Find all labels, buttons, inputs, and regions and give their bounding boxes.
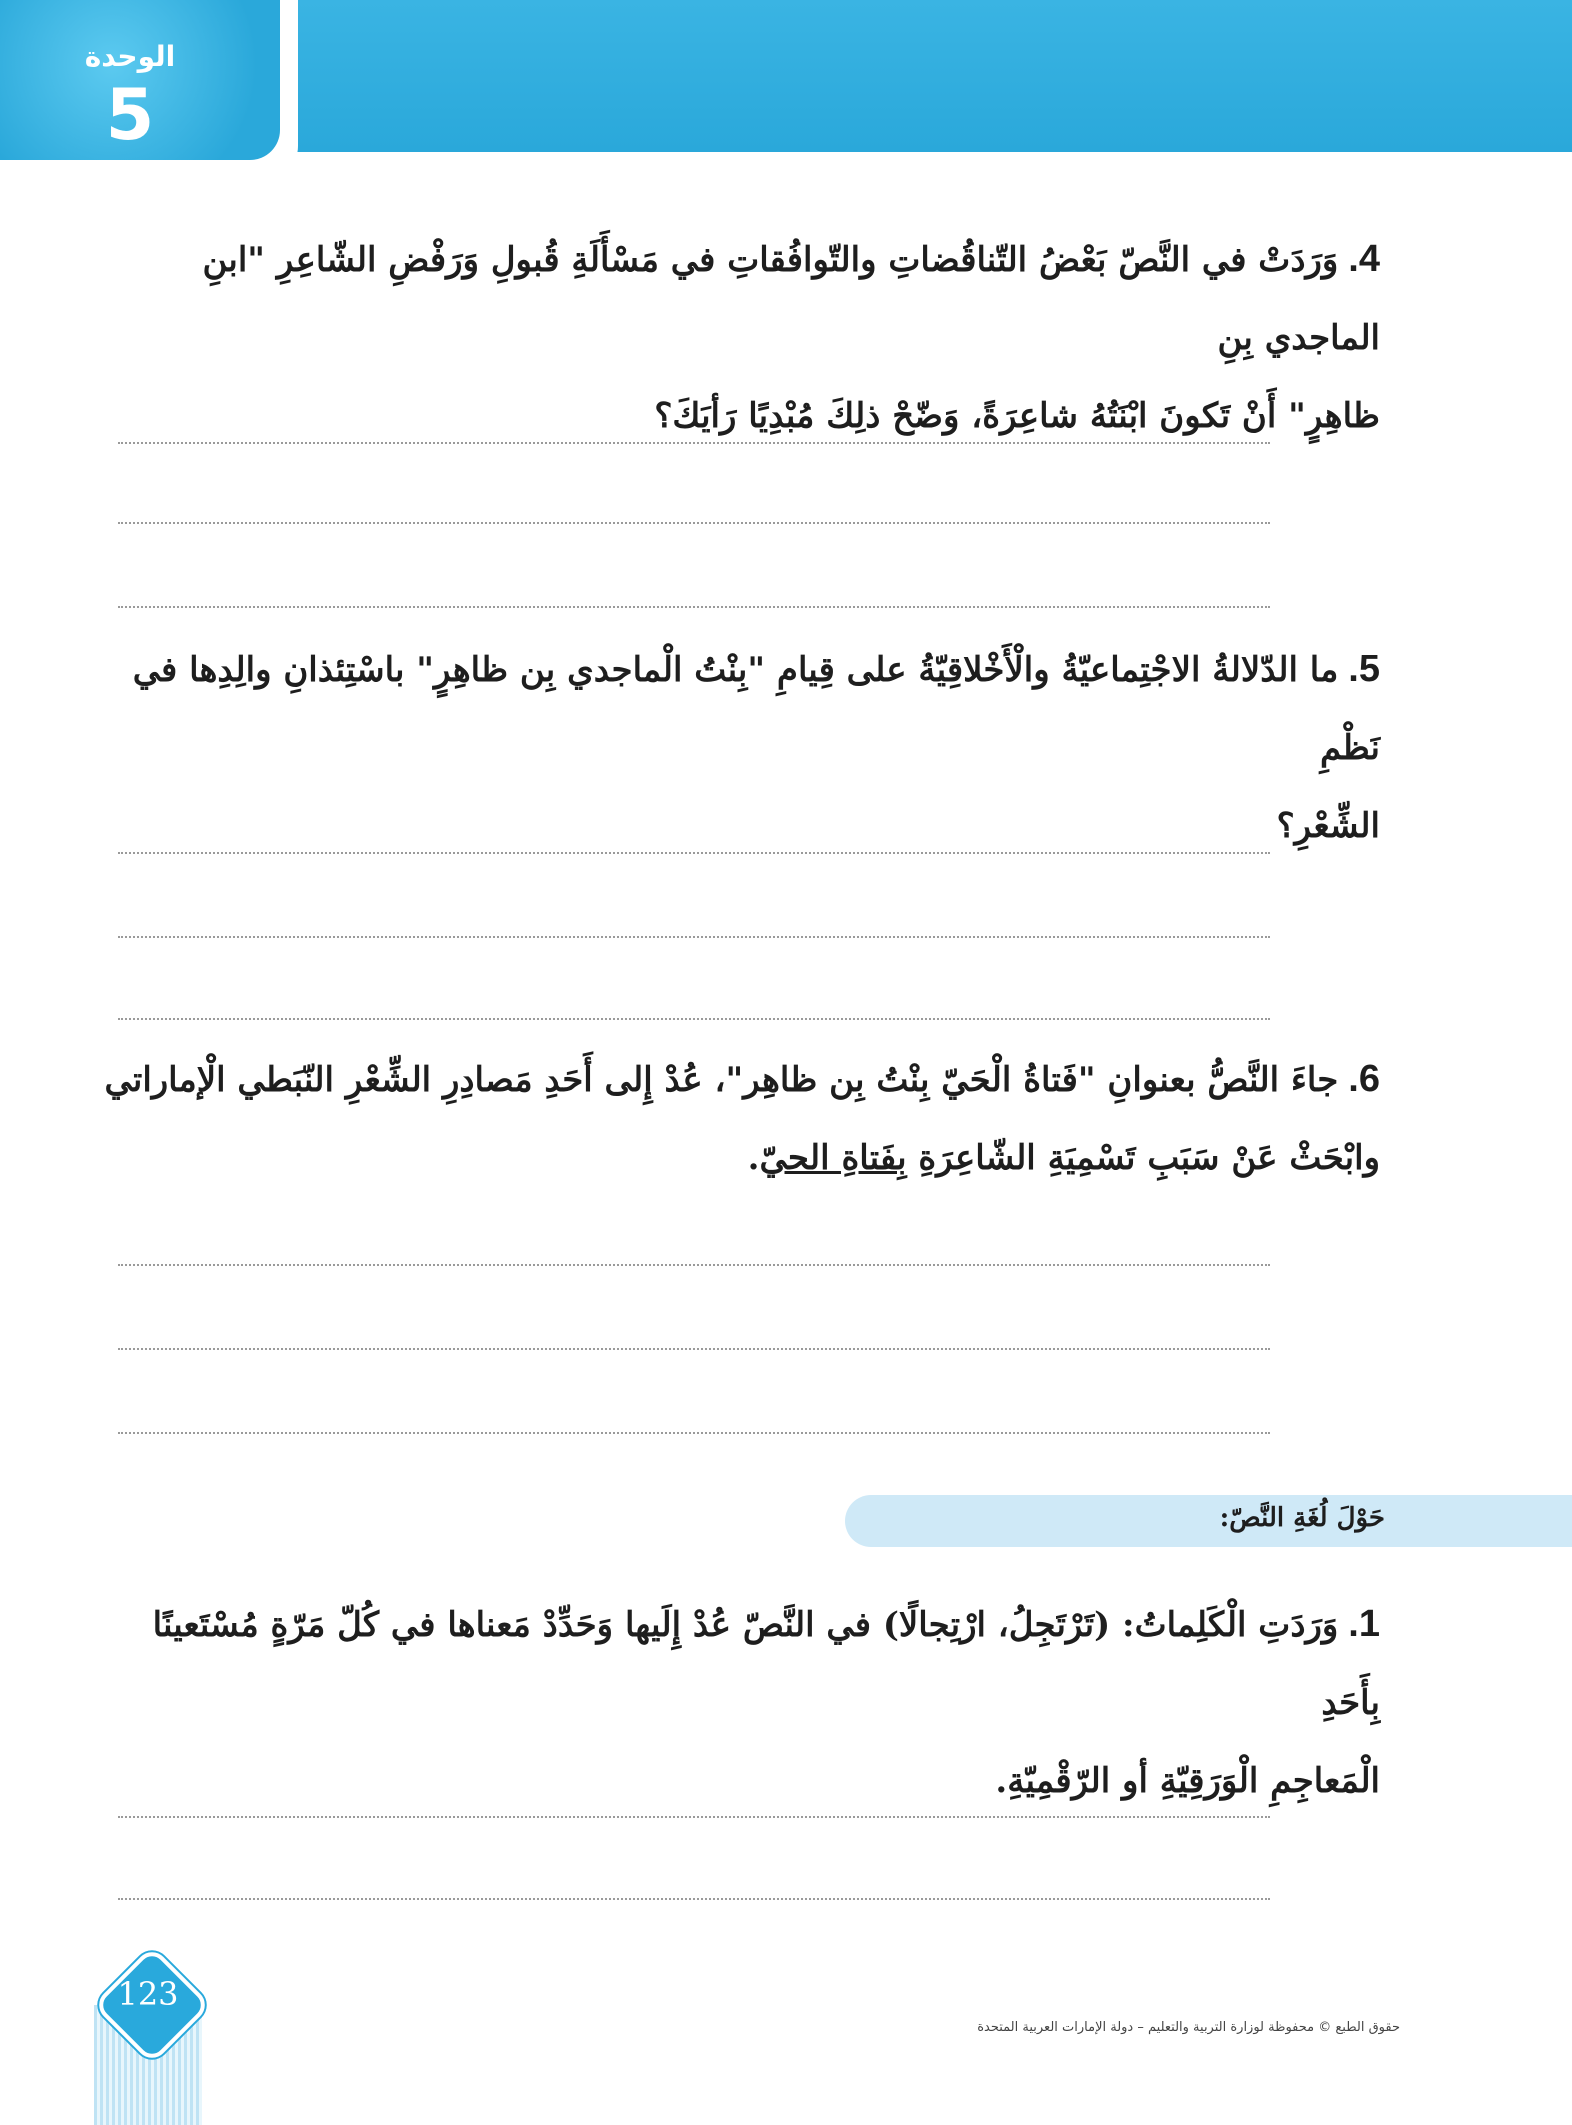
page-number: 123 (117, 1975, 179, 2013)
answer-line[interactable] (118, 1816, 1270, 1818)
question-text-line: الشِّعْرِ؟ (1276, 806, 1380, 846)
question-number: 4. (1348, 238, 1380, 280)
answer-line[interactable] (118, 1018, 1270, 1020)
page-number-badge (88, 1955, 208, 2125)
section-header (845, 1495, 1572, 1547)
answer-line[interactable] (118, 606, 1270, 608)
question-text-line: الْمَعاجِمِ الْوَرَقِيّةِ أو الرّقْمِيّةِ. (995, 1761, 1380, 1801)
answer-line[interactable] (118, 1432, 1270, 1434)
question-6 (100, 1040, 1380, 1197)
answer-line[interactable] (118, 522, 1270, 524)
question-end: . (747, 1138, 760, 1178)
answer-line[interactable] (118, 936, 1270, 938)
question-text-line: ظاهِرٍ" أَنْ تَكونَ ابْنَتُهُ شاعِرَةً، وَضّحْ ذلِكَ مُبْدِيًا رَأيَكَ؟ (654, 396, 1380, 436)
question-text-line: وَرَدَتْ في النَّصّ بَعْضُ التّناقُضاتِ والتّوافُقاتِ في مَسْأَلَةِ قُبولِ وَرَفْضِ الشّاعِرِ "ابنِ الماجدي بِنِ (202, 240, 1380, 358)
unit-label: الوحدة (84, 40, 176, 73)
section-title: حَوْلَ لُغَةِ النَّصّ: (1219, 1503, 1385, 1533)
unit-badge (0, 0, 280, 160)
answer-line[interactable] (118, 1348, 1270, 1350)
question-5 (100, 630, 1380, 865)
question-text-line: جاءَ النَّصُّ بعنوانِ "فَتاةُ الْحَيّ بِنْتُ بِن ظاهِر"، عُدْ إِلى أَحَدِ مَصادِرِ الشِّعْرِ النّبَطي الْإماراتي (104, 1060, 1339, 1100)
answer-line[interactable] (118, 1898, 1270, 1900)
question-4 (100, 220, 1380, 455)
question-text-line: ما الدّلالةُ الاجْتِماعيّةُ والْأَخْلاقِيّةُ على قِيامِ "بِنْتُ الْماجدي بِن ظاهِرٍ" باسْتِئذانِ والِدِها في نَظْمِ (132, 650, 1380, 768)
answer-line[interactable] (118, 852, 1270, 854)
copyright-text: حقوق الطبع © محفوظة لوزارة التربية والتعليم – دولة الإمارات العربية المتحدة (977, 2020, 1400, 2035)
underlined-term: بِفَتاةِ الحيّ (759, 1138, 907, 1178)
unit-tab (0, 0, 298, 180)
question-text-line: وابْحَثْ عَنْ سَبَبِ تَسْمِيَةِ الشّاعِرَةِ (918, 1138, 1380, 1178)
question-number: 6. (1348, 1058, 1380, 1100)
language-question-1 (100, 1585, 1380, 1820)
question-text-line: وَرَدَتِ الْكَلِماتُ: (تَرْتَجِلُ، ارْتِجالًا) في النَّصّ عُدْ إِلَيها وَحَدِّدْ مَعناها في كُلّ مَرّةٍ مُسْتَعينًا بِأَحَدِ (152, 1605, 1380, 1723)
answer-line[interactable] (118, 442, 1270, 444)
unit-number: 5 (105, 74, 155, 156)
question-number: 1. (1348, 1603, 1380, 1645)
question-number: 5. (1348, 648, 1380, 690)
answer-line[interactable] (118, 1264, 1270, 1266)
